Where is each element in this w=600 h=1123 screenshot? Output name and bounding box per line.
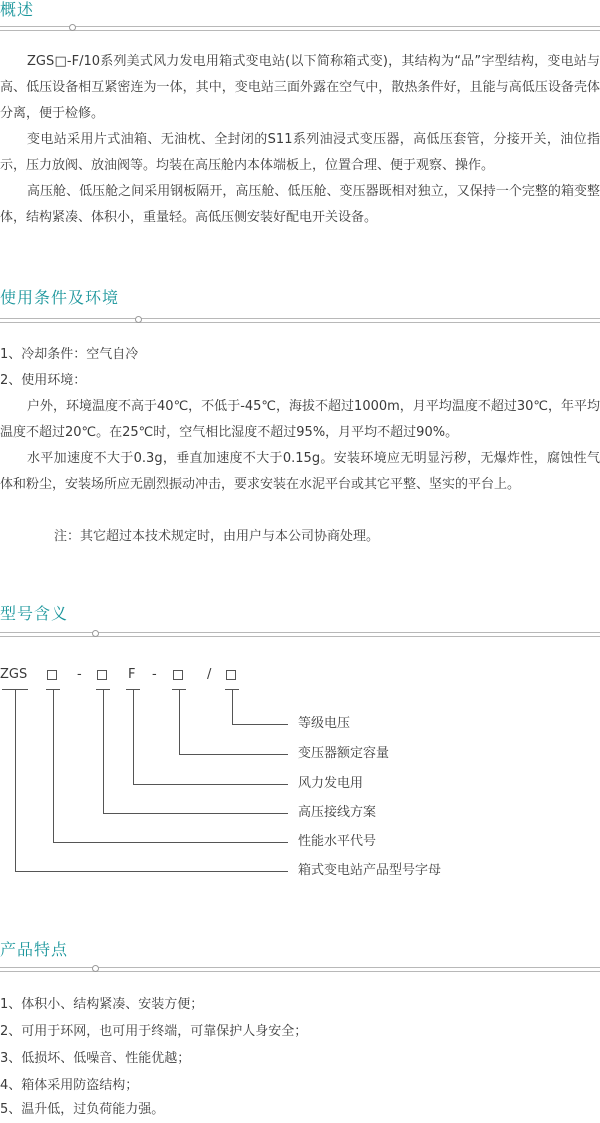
feature-item: 5、温升低，过负荷能力强。: [0, 1102, 165, 1117]
section-divider: [0, 26, 600, 32]
section-title-features: 产品特点: [0, 940, 69, 959]
section-title-overview: 概述: [0, 0, 35, 19]
divider-dot-icon: [92, 965, 99, 972]
feature-item: 3、低损坏、低噪音、性能优越；: [0, 1051, 191, 1066]
model-legend-wind: 风力发电用: [298, 776, 364, 791]
model-code-f: F: [128, 667, 136, 682]
feature-item: 2、可用于环网，也可用于终端，可靠保护人身安全；: [0, 1024, 308, 1039]
conditions-paragraph-installation: 水平加速度不大于0.3g，垂直加速度不大于0.15g。安装环境应无明显污秽，无爆炸性，腐蚀性气体和粉尘，安装场所应无剧烈振动冲击，要求安装在水泥平台或其它平整、坚实的平台上。: [0, 451, 600, 492]
model-code-slash: /: [207, 667, 212, 682]
model-code-dash-1: -: [77, 667, 82, 682]
divider-dot-icon: [135, 316, 142, 323]
model-legend-voltage: 等级电压: [298, 716, 351, 731]
divider-dot-icon: [69, 24, 76, 31]
overview-paragraph-1: ZGS□-F/10系列美式风力发电用箱式变电站(以下简称箱式变)，其结构为“品”字型结构，变电站与高、低压设备相互紧密连为一体，其中，变电站三面外露在空气中，散热条件好，且能与高低压设备壳体分离，便于检修。: [0, 54, 600, 121]
conditions-note: 注：其它超过本技术规定时，由用户与本公司协商处理。: [54, 529, 380, 544]
section-title-conditions: 使用条件及环境: [0, 288, 120, 307]
model-legend-performance: 性能水平代号: [298, 834, 377, 849]
overview-paragraph-2: 变电站采用片式油箱、无油枕、全封闭的S11系列油浸式变压器，高低压套管，分接开关，油位指示，压力放阀、放油阀等。均装在高压舱内本体端板上，位置合理、便于观察、操作。: [0, 132, 600, 173]
conditions-line-cooling: 1、冷却条件：空气自冷: [0, 347, 139, 362]
overview-paragraph-3: 高压舱、低压舱之间采用钢板隔开，高压舱、低压舱、变压器既相对独立，又保持一个完整的箱变整体，结构紧凑、体积小，重量轻。高低压侧安装好配电开关设备。: [0, 184, 600, 225]
section-divider: [0, 318, 600, 324]
section-title-model: 型号含义: [0, 604, 69, 623]
feature-item: 1、体积小、结构紧凑、安装方便；: [0, 997, 204, 1012]
model-legend-wiring: 高压接线方案: [298, 805, 377, 820]
model-legend-capacity: 变压器额定容量: [298, 746, 390, 761]
model-code-dash-2: -: [152, 667, 157, 682]
section-divider: [0, 967, 600, 973]
model-legend-product: 箱式变电站产品型号字母: [298, 863, 442, 878]
feature-item: 4、箱体采用防盗结构；: [0, 1078, 139, 1093]
model-code-prefix: ZGS: [0, 667, 28, 682]
conditions-line-environment: 2、使用环境：: [0, 373, 87, 388]
conditions-paragraph-temperature: 户外，环境温度不高于40℃，不低于-45℃，海拔不超过1000m，月平均温度不超过30℃，年平均温度不超过20℃。在25℃时，空气相比湿度不超过95%，月平均不超过90%。: [0, 399, 600, 440]
